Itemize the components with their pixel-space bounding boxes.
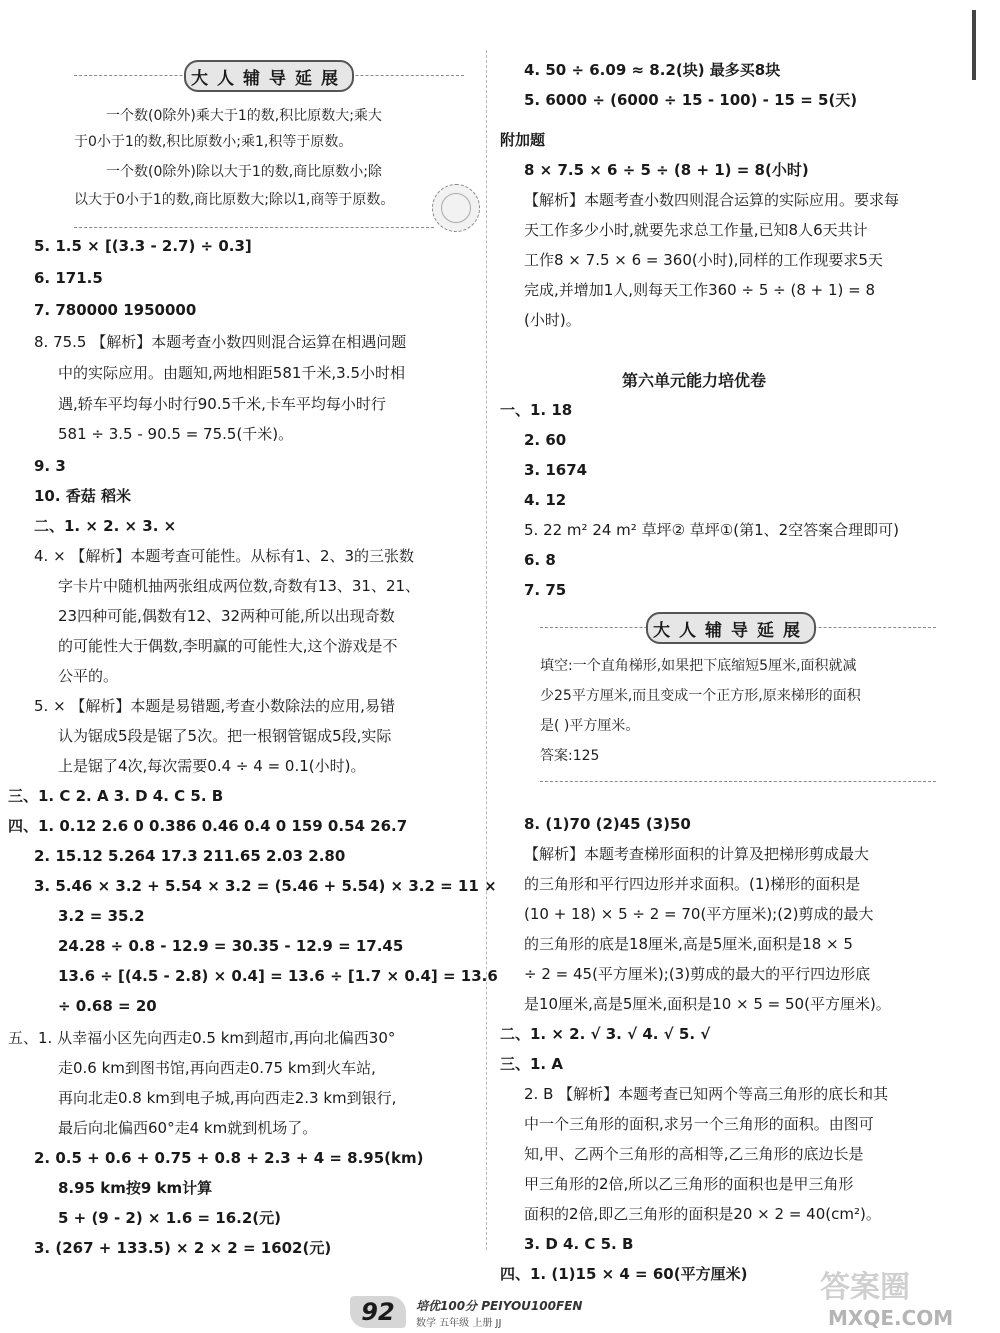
answer-line: 字卡片中随机抽两张组成两位数,奇数有13、31、21、: [58, 577, 421, 595]
answer-line: 8. (1)70 (2)45 (3)50: [524, 815, 691, 833]
answer-line: 的三角形的底是18厘米,高是5厘米,面积是18 × 5: [524, 935, 853, 953]
answer-line: 的三角形和平行四边形并求面积。(1)梯形的面积是: [524, 875, 861, 893]
answer-line: 5. 1.5 × [(3.3 - 2.7) ÷ 0.3]: [34, 237, 252, 255]
answer-line: 581 ÷ 3.5 - 90.5 = 75.5(千米)。: [58, 425, 294, 443]
answer-line: 一、1. 18: [500, 401, 573, 419]
page-footer: [350, 1296, 650, 1330]
answer-line: 7. 780000 1950000: [34, 301, 197, 319]
answer-line: 4. 12: [524, 491, 567, 509]
answer-line: 8.95 km按9 km计算: [58, 1179, 213, 1197]
answer-line: 工作8 × 7.5 × 6 = 360(小时),同样的工作现要求5天: [524, 251, 883, 269]
answer-line: 面积的2倍,即乙三角形的面积是20 × 2 = 40(cm²)。: [524, 1205, 881, 1223]
guide-line: 于0小于1的数,积比原数小;乘1,积等于原数。: [74, 134, 353, 150]
watermark-logo: [800, 1262, 990, 1330]
guide-line: 少25平方厘米,而且变成一个正方形,原来梯形的面积: [540, 688, 861, 704]
answer-line: 3. D 4. C 5. B: [524, 1235, 634, 1253]
answer-line: 13.6 ÷ [(4.5 - 2.8) × 0.4] = 13.6 ÷ [1.7 × 0.4] = 13.6: [58, 967, 498, 985]
answer-line: 是10厘米,高是5厘米,面积是10 × 5 = 50(平方厘米)。: [524, 995, 891, 1013]
answer-line: 2. 60: [524, 431, 567, 449]
answer-line: (10 + 18) × 5 ÷ 2 = 70(平方厘米);(2)剪成的最大: [524, 905, 874, 923]
tutor-stamp-icon: [432, 184, 480, 232]
answer-line: 2. B 【解析】本题考查已知两个等高三角形的底长和其: [524, 1085, 889, 1103]
answer-line: 上是锯了4次,每次需要0.4 ÷ 4 = 0.1(小时)。: [58, 757, 366, 775]
answer-line: 【解析】本题考查小数四则混合运算的实际应用。要求每: [524, 191, 900, 209]
answer-line: 23四种可能,偶数有12、32两种可能,所以出现奇数: [58, 607, 395, 625]
answer-line: 5 + (9 - 2) × 1.6 = 16.2(元): [58, 1209, 282, 1227]
answer-line: ÷ 0.68 = 20: [58, 997, 157, 1015]
answer-line: 5. 22 m² 24 m² 草坪② 草坪①(第1、2空答案合理即可): [524, 521, 900, 539]
answer-line: ÷ 2 = 45(平方厘米);(3)剪成的最大的平行四边形底: [524, 965, 871, 983]
answer-line: 公平的。: [58, 667, 119, 685]
brand-logo: 培优100分 PEIYOU100FEN: [416, 1299, 583, 1313]
answer-line: 9. 3: [34, 457, 66, 475]
answer-line: 中一个三角形的面积,求另一个三角形的面积。由图可: [524, 1115, 874, 1133]
answer-line: 最后向北偏西60°走4 km就到机场了。: [58, 1119, 318, 1137]
answer-line: 8 × 7.5 × 6 ÷ 5 ÷ (8 + 1) = 8(小时): [524, 161, 809, 179]
answer-line: 10. 香菇 稻米: [34, 487, 132, 505]
answer-line: 6. 8: [524, 551, 556, 569]
guide-line: 一个数(0除外)乘大于1的数,积比原数大;乘大: [106, 108, 382, 124]
guide-footer-line: [540, 766, 936, 796]
answer-line: 4. × 【解析】本题考查可能性。从标有1、2、3的三张数: [34, 547, 415, 565]
guide-banner: 大人辅导延展: [184, 60, 354, 92]
guide-line: 填空:一个直角梯形,如果把下底缩短5厘米,面积就减: [540, 658, 857, 674]
answer-line: 二、1. × 2. × 3. ×: [34, 517, 177, 535]
answer-line: 4. 50 ÷ 6.09 ≈ 8.2(块) 最多买8块: [524, 61, 781, 79]
answer-line: 再向北走0.8 km到电子城,再向西走2.3 km到银行,: [58, 1089, 397, 1107]
column-divider: [486, 50, 487, 1250]
answer-line: 二、1. × 2. √ 3. √ 4. √ 5. √: [500, 1025, 711, 1043]
answer-line: 2. 15.12 5.264 17.3 211.65 2.03 2.80: [34, 847, 346, 865]
answer-line: 中的实际应用。由题知,两地相距581千米,3.5小时相: [58, 364, 406, 382]
page-number: 92: [350, 1296, 406, 1328]
answer-line: 8. 75.5 【解析】本题考查小数四则混合运算在相遇问题: [34, 333, 407, 351]
guide-line: 以大于0小于1的数,商比原数大;除以1,商等于原数。: [74, 192, 395, 208]
answer-line: 三、1. A: [500, 1055, 563, 1073]
answer-line: 3. 5.46 × 3.2 + 5.54 × 3.2 = (5.46 + 5.54) × 3.2 = 11 ×: [34, 877, 497, 895]
page-edge-mark: [972, 10, 976, 80]
answer-line: 四、1. (1)15 × 4 = 60(平方厘米): [500, 1265, 748, 1283]
answer-line: 知,甲、乙两个三角形的高相等,乙三角形的底边长是: [524, 1145, 864, 1163]
answer-line: 24.28 ÷ 0.8 - 12.9 = 30.35 - 12.9 = 17.45: [58, 937, 404, 955]
answer-line: 7. 75: [524, 581, 567, 599]
guide-line: 一个数(0除外)除以大于1的数,商比原数小;除: [106, 164, 382, 180]
section-title: 第六单元能力培优卷: [622, 371, 767, 390]
answer-line: 完成,并增加1人,则每天工作360 ÷ 5 ÷ (8 + 1) = 8: [524, 281, 876, 299]
guide-banner: 大人辅导延展: [646, 612, 816, 644]
watermark-glyphs: 答案圈: [820, 1270, 910, 1305]
answer-line: 3. (267 + 133.5) × 2 × 2 = 1602(元): [34, 1239, 332, 1257]
answer-line: 天工作多少小时,就要先求总工作量,已知8人6天共计: [524, 221, 868, 239]
guide-line: 答案:125: [540, 748, 600, 764]
bonus-heading: 附加题: [500, 131, 546, 149]
guide-line: 是( )平方厘米。: [540, 718, 640, 734]
answer-line: 5. × 【解析】本题是易错题,考查小数除法的应用,易错: [34, 697, 395, 715]
guide-header: [74, 60, 464, 90]
answer-line: 五、1. 从幸福小区先向西走0.5 km到超市,再向北偏西30°: [8, 1029, 396, 1047]
answer-line: 甲三角形的2倍,所以乙三角形的面积也是甲三角形: [524, 1175, 854, 1193]
answer-line: 3. 1674: [524, 461, 588, 479]
answer-line: (小时)。: [524, 311, 581, 329]
answer-line: 四、1. 0.12 2.6 0 0.386 0.46 0.4 0 159 0.54 26.7: [8, 817, 408, 835]
answer-line: 【解析】本题考查梯形面积的计算及把梯形剪成最大: [524, 845, 870, 863]
answer-line: 3.2 = 35.2: [58, 907, 145, 925]
answer-line: 2. 0.5 + 0.6 + 0.75 + 0.8 + 2.3 + 4 = 8.95(km): [34, 1149, 424, 1167]
answer-line: 认为锯成5段是锯了5次。把一根钢管锯成5段,实际: [58, 727, 392, 745]
guide-header: [540, 612, 936, 642]
answer-line: 6. 171.5: [34, 269, 103, 287]
book-subtitle: 数学 五年级 上册 JJ: [416, 1318, 502, 1329]
answer-line: 5. 6000 ÷ (6000 ÷ 15 - 100) - 15 = 5(天): [524, 91, 858, 109]
watermark-text: MXQE.COM: [828, 1306, 954, 1330]
answer-line: 的可能性大于偶数,李明赢的可能性大,这个游戏是不: [58, 637, 398, 655]
answer-line: 走0.6 km到图书馆,再向西走0.75 km到火车站,: [58, 1059, 376, 1077]
answer-line: 三、1. C 2. A 3. D 4. C 5. B: [8, 787, 224, 805]
answer-line: 遇,轿车平均每小时行90.5千米,卡车平均每小时行: [58, 395, 386, 413]
